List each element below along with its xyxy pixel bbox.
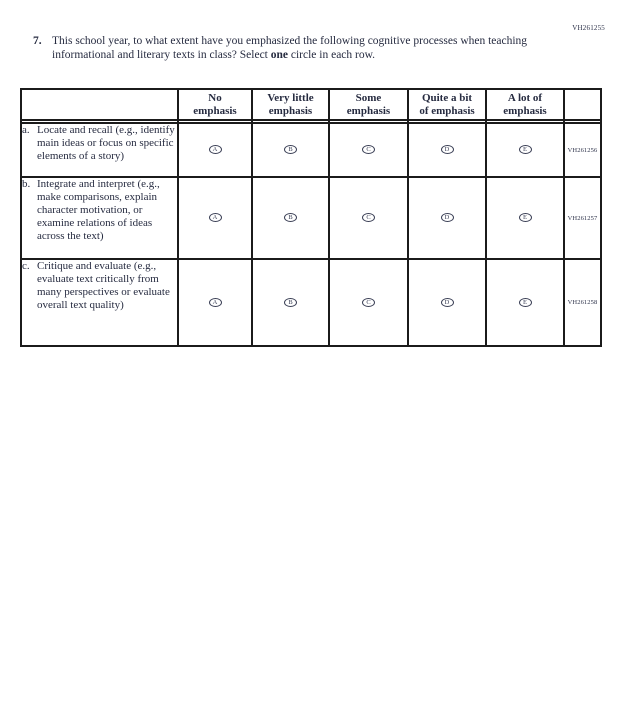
cell-a-no-emphasis <box>178 123 252 177</box>
header-line: emphasis <box>193 104 237 117</box>
question-bold-word: one <box>270 48 288 61</box>
header-empty-code-col <box>564 89 601 120</box>
bubble-b-some-emphasis[interactable]: C <box>362 213 375 222</box>
header-row <box>21 89 601 120</box>
question-7 <box>33 35 545 62</box>
cell-b-very-little-emphasis <box>252 177 329 259</box>
cell-b-some-emphasis <box>329 177 408 259</box>
row-b-label-cell <box>21 177 178 259</box>
bubble-a-very-little-emphasis[interactable]: B <box>284 145 297 154</box>
question-text <box>52 35 545 62</box>
header-empty-label-col <box>21 89 178 120</box>
cell-c-no-emphasis <box>178 259 252 346</box>
header-line: Very little <box>267 92 314 104</box>
row-label-text: Integrate and interpret (e.g., make comparisons, explain character motivation, or examine relations of ideas across the text) <box>37 178 160 242</box>
bubble-a-a-lot-of-emphasis[interactable]: E <box>519 145 532 154</box>
cell-b-no-emphasis <box>178 177 252 259</box>
header-quite-a-bit-of-emphasis <box>408 89 486 120</box>
header-line: emphasis <box>268 104 313 117</box>
row-label-text: Critique and evaluate (e.g., evaluate text critically from many perspectives or evaluate overall text quality) <box>37 260 170 311</box>
bubble-c-very-little-emphasis[interactable]: B <box>284 298 297 307</box>
cell-a-a-lot-of-emphasis <box>486 123 564 177</box>
cell-c-a-lot-of-emphasis <box>486 259 564 346</box>
header-line: A lot of <box>507 92 543 104</box>
bubble-b-a-lot-of-emphasis[interactable]: E <box>519 213 532 222</box>
row-b-item-code: VH261257 <box>564 177 601 259</box>
header-a-lot-of-emphasis <box>486 89 564 120</box>
row-letter: c. <box>22 260 30 272</box>
cell-b-quite-a-bit-of-emphasis <box>408 177 486 259</box>
cell-c-quite-a-bit-of-emphasis <box>408 259 486 346</box>
row-a-label-cell <box>21 123 178 177</box>
bubble-c-no-emphasis[interactable]: A <box>209 298 222 307</box>
row-c-item-code: VH261258 <box>564 259 601 346</box>
table-row-b <box>21 177 601 259</box>
bubble-b-no-emphasis[interactable]: A <box>209 213 222 222</box>
question-number: 7. <box>33 35 42 47</box>
row-c-label-cell <box>21 259 178 346</box>
item-code-top: VH261255 <box>572 24 605 32</box>
row-a-item-code: VH261256 <box>564 123 601 177</box>
header-no-emphasis <box>178 89 252 120</box>
header-very-little-emphasis <box>252 89 329 120</box>
question-text-start: This school year, to what extent have you emphasized the following cognitive processes when teaching informational and literary texts in class? Select <box>52 35 528 61</box>
header-line: No <box>208 92 222 104</box>
bubble-a-no-emphasis[interactable]: A <box>209 145 222 154</box>
row-letter: b. <box>22 178 31 190</box>
question-text-end: circle in each row. <box>288 48 376 61</box>
cell-c-very-little-emphasis <box>252 259 329 346</box>
bubble-c-some-emphasis[interactable]: C <box>362 298 375 307</box>
header-some-emphasis <box>329 89 408 120</box>
bubble-b-very-little-emphasis[interactable]: B <box>284 213 297 222</box>
header-line: emphasis <box>503 104 547 117</box>
header-line: emphasis <box>346 104 391 117</box>
header-line: Quite a bit <box>421 92 473 104</box>
header-line: of emphasis <box>419 104 475 117</box>
cell-a-very-little-emphasis <box>252 123 329 177</box>
cell-a-some-emphasis <box>329 123 408 177</box>
cell-c-some-emphasis <box>329 259 408 346</box>
table-row-a <box>21 123 601 177</box>
bubble-b-quite-a-bit-of-emphasis[interactable]: D <box>441 213 454 222</box>
bubble-a-quite-a-bit-of-emphasis[interactable]: D <box>441 145 454 154</box>
cell-a-quite-a-bit-of-emphasis <box>408 123 486 177</box>
row-label-text: Locate and recall (e.g., identify main ideas or focus on specific elements of a story) <box>37 124 175 162</box>
bubble-a-some-emphasis[interactable]: C <box>362 145 375 154</box>
emphasis-matrix-table <box>20 88 602 347</box>
table-row-c <box>21 259 601 346</box>
bubble-c-a-lot-of-emphasis[interactable]: E <box>519 298 532 307</box>
row-letter: a. <box>22 124 30 136</box>
bubble-c-quite-a-bit-of-emphasis[interactable]: D <box>441 298 454 307</box>
cell-b-a-lot-of-emphasis <box>486 177 564 259</box>
header-line: Some <box>355 92 382 104</box>
